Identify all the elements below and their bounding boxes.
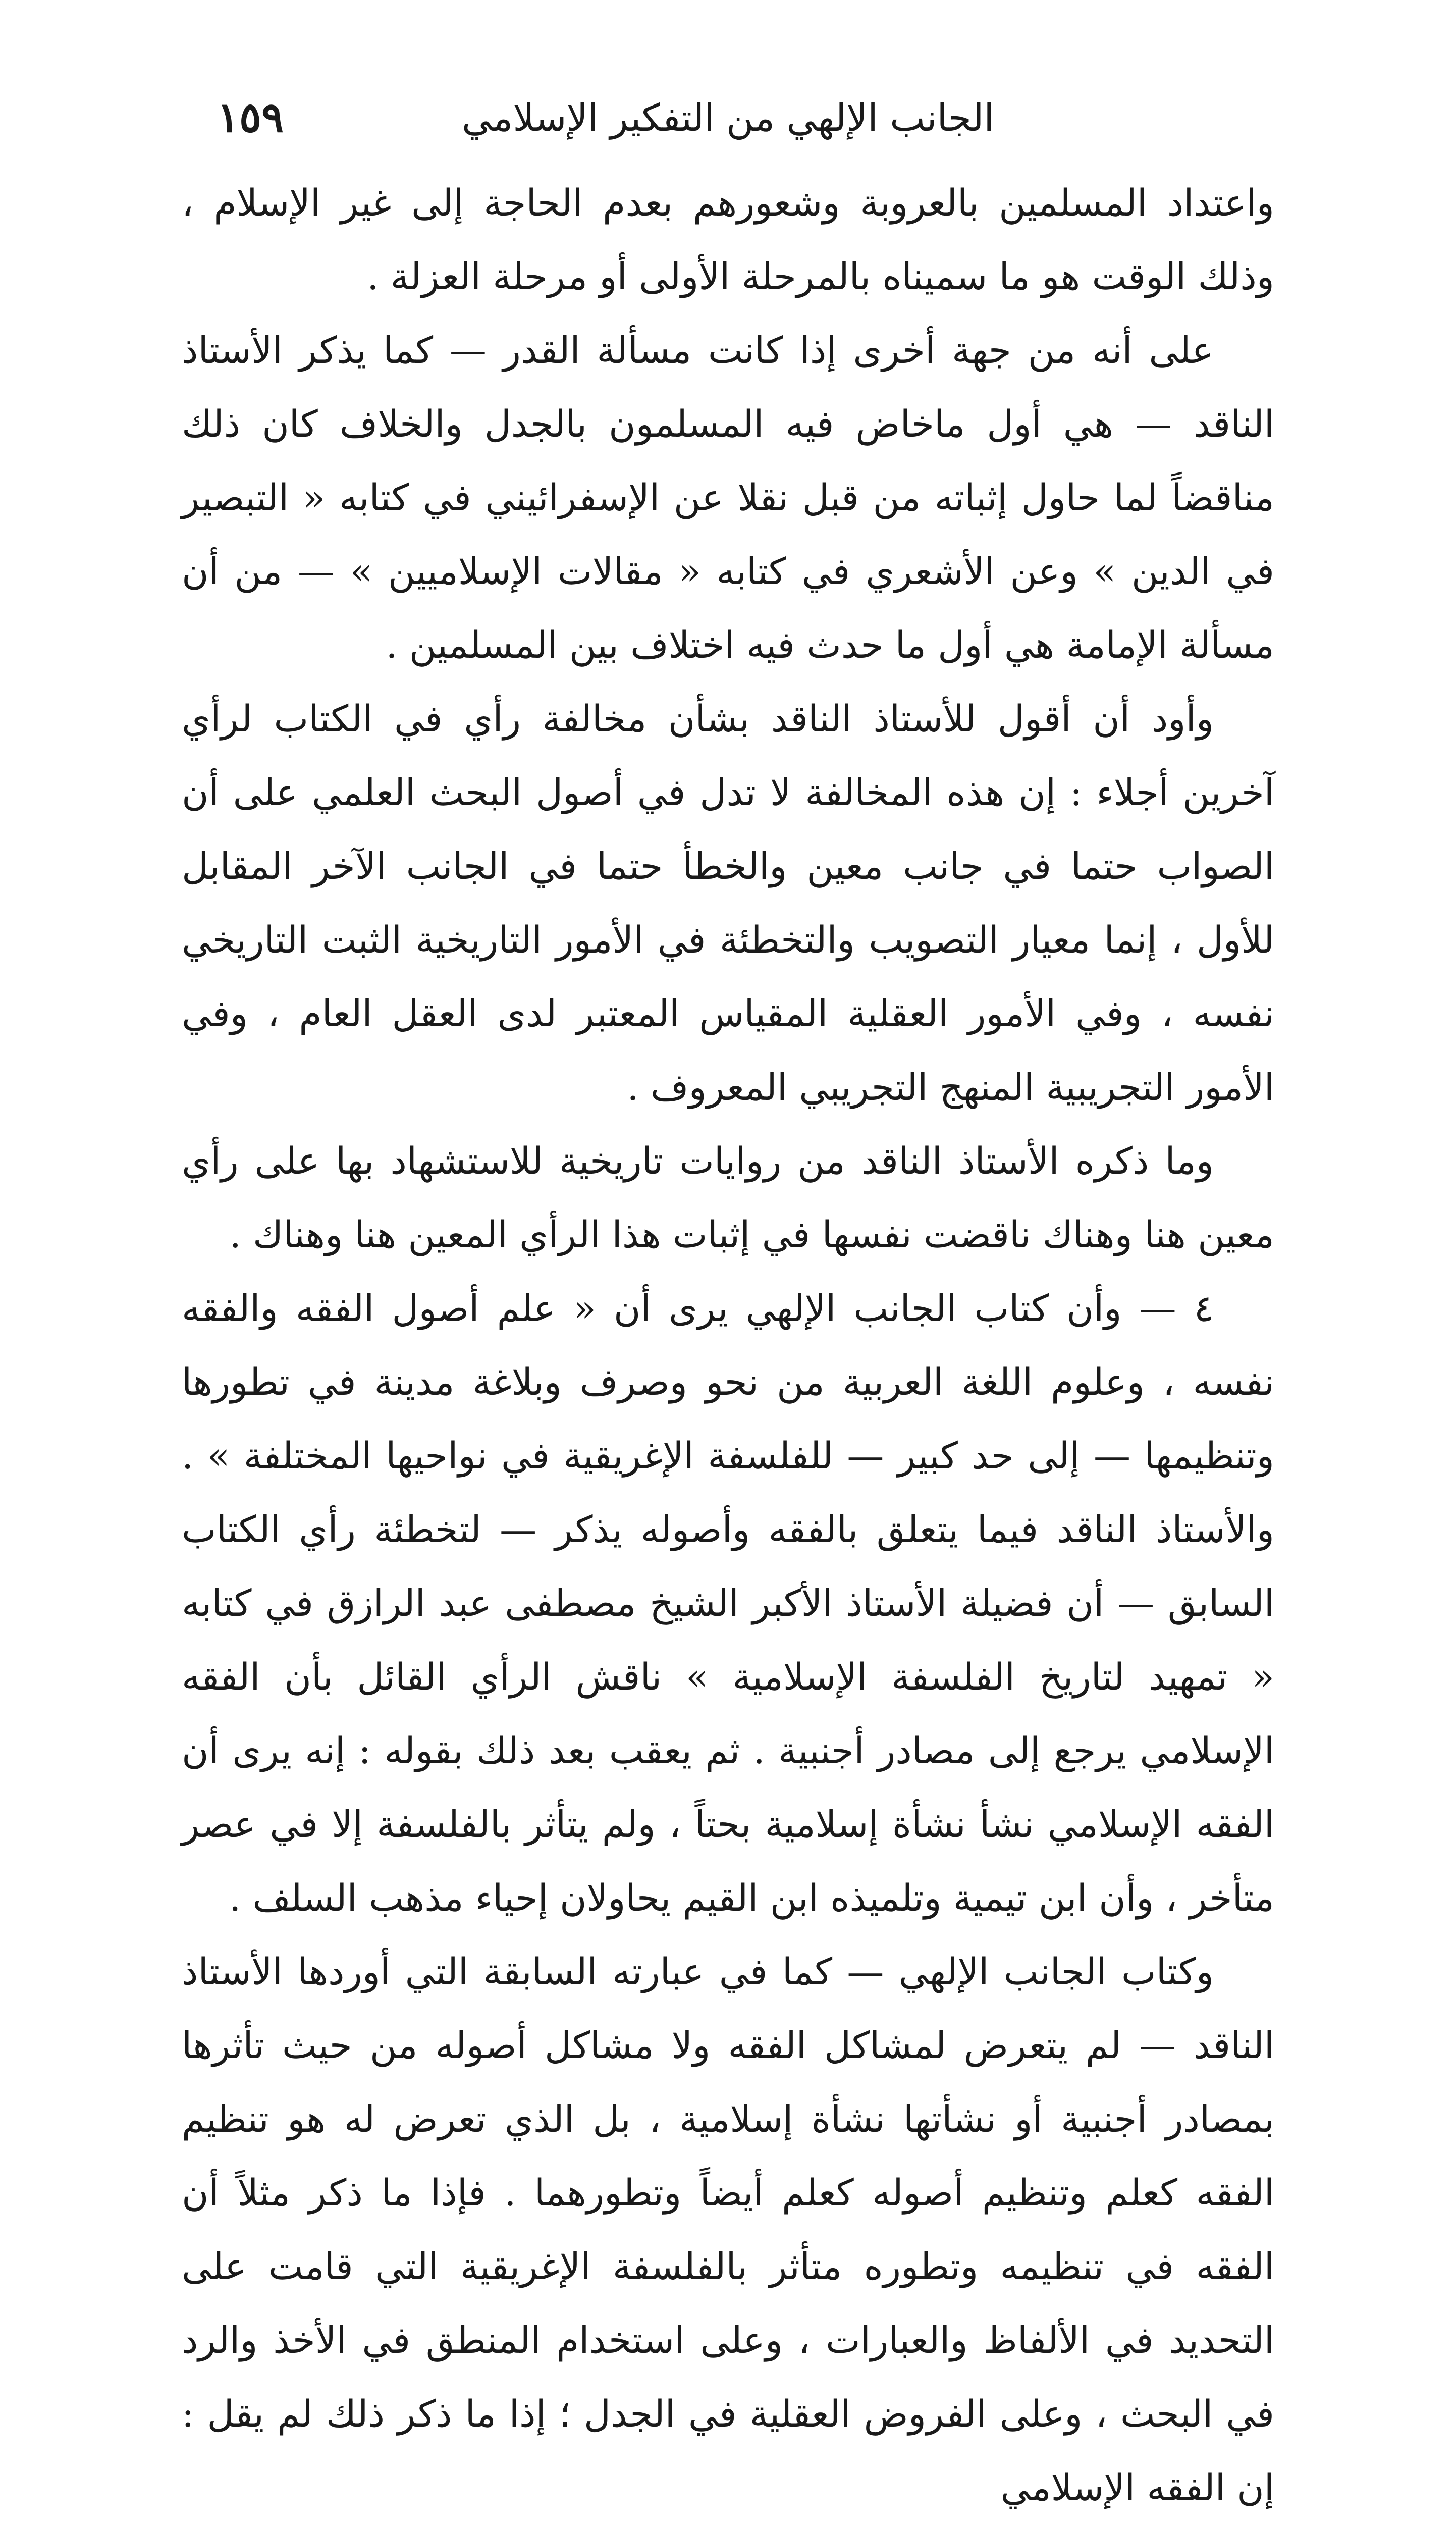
paragraph: ٤ — وأن كتاب الجانب الإلهي يرى أن « علم أصول الفقه والفقه نفسه ، وعلوم اللغة العربية من نحو وصرف وبلاغة مدينة في تطورها وتنظيمها — إلى حد كبير — للفلسفة الإغريقية في نواحيها المختلفة » . والأستاذ الناقد فيما يتعلق بالفقه وأصوله يذكر — لتخطئة رأي الكتاب السابق — أن فضيلة الأستاذ الأكبر الشيخ مصطفى عبد الرازق في كتابه « تمهيد لتاريخ الفلسفة الإسلامية » ناقش الرأي القائل بأن الفقه الإسلامي يرجع إلى مصادر أجنبية . ثم يعقب بعد ذلك بقوله : إنه يرى أن الفقه الإسلامي نشأ نشأة إسلامية بحتاً ، ولم يتأثر بالفلسفة إلا في عصر متأخر ، وأن ابن تيمية وتلميذه ابن القيم يحاولان إحياء مذهب السلف . <box>182 1287 1274 1920</box>
body-text <box>182 167 1274 2509</box>
paragraph: واعتداد المسلمين بالعروبة وشعورهم بعدم الحاجة إلى غير الإسلام ، وذلك الوقت هو ما سميناه بالمرحلة الأولى أو مرحلة العزلة . <box>182 182 1274 298</box>
paragraph: وما ذكره الأستاذ الناقد من روايات تاريخية للاستشهاد بها على رأي معين هنا وهناك ناقضت نفسها في إثبات هذا الرأي المعين هنا وهناك . <box>182 1140 1274 1256</box>
page-number: ١٥٩ <box>217 93 284 142</box>
paragraph: وأود أن أقول للأستاذ الناقد بشأن مخالفة رأي في الكتاب لرأي آخرين أجلاء : إن هذه المخالفة لا تدل في أصول البحث العلمي على أن الصواب حتما في جانب معين والخطأ حتما في الجانب الآخر المقابل للأول ، إنما معيار التصويب والتخطئة في الأمور التاريخية الثبت التاريخي نفسه ، وفي الأمور العقلية المقياس المعتبر لدى العقل العام ، وفي الأمور التجريبية المنهج التجريبي المعروف . <box>182 698 1274 1109</box>
running-title: الجانب الإلهي من التفكير الإسلامي <box>462 96 994 140</box>
paragraph: على أنه من جهة أخرى إذا كانت مسألة القدر — كما يذكر الأستاذ الناقد — هي أول ماخاض فيه المسلمون بالجدل والخلاف كان ذلك مناقضاً لما حاول إثباته من قبل نقلا عن الإسفرائيني في كتابه « التبصير في الدين » وعن الأشعري في كتابه « مقالات الإسلاميين » — من أن مسألة الإمامة هي أول ما حدث فيه اختلاف بين المسلمين . <box>182 329 1274 667</box>
paragraph: وكتاب الجانب الإلهي — كما في عبارته السابقة التي أوردها الأستاذ الناقد — لم يتعرض لمشاكل الفقه ولا مشاكل أصوله من حيث تأثرها بمصادر أجنبية أو نشأتها نشأة إسلامية ، بل الذي تعرض له هو تنظيم الفقه كعلم وتنظيم أصوله كعلم أيضاً وتطورهما . فإذا ما ذكر مثلاً أن الفقه في تنظيمه وتطوره متأثر بالفلسفة الإغريقية التي قامت على التحديد في الألفاظ والعبارات ، وعلى استخدام المنطق في الأخذ والرد في البحث ، وعلى الفروض العقلية في الجدل ؛ إذا ما ذكر ذلك لم يقل : إن الفقه الإسلامي <box>182 1951 1274 2509</box>
page-header <box>182 93 1274 149</box>
